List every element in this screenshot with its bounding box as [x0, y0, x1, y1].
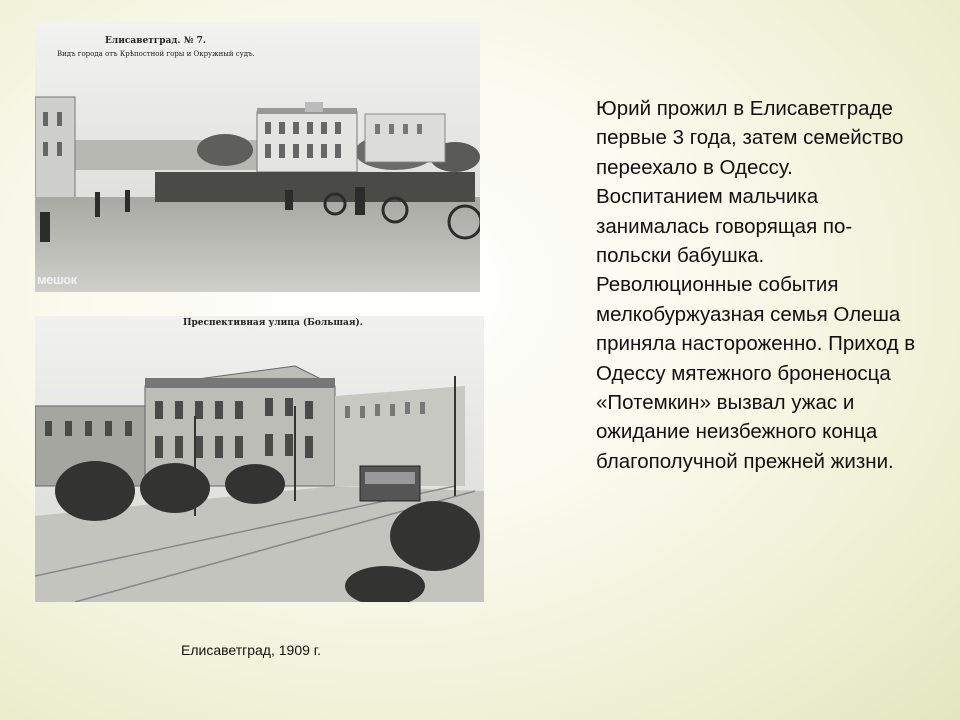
photo-watermark: мешок — [37, 272, 77, 287]
photo-top-caption-title: Елисаветград. № 7. — [105, 36, 206, 46]
photo-top-caption-sub: Видъ города отъ Крѣпостной горы и Окружный судъ. — [57, 50, 255, 58]
photo-prospektnaya-street — [35, 316, 484, 602]
photo-caption: Елисаветград, 1909 г. — [181, 642, 322, 658]
body-text: Юрий прожил в Елисаветграде первые 3 года, затем семейство переехало в Одессу. Воспитанием мальчика занималась говорящая по-польски бабушка. Революционные события мелкобуржуазная семья Олеша приняла настороженно. Приход в Одессу мятежного броненосца «Потемкин» вызвал ужас и ожидание неизбежного конца благополучной прежней жизни. — [596, 97, 916, 473]
photo-bottom-caption-title: Преспективная улица (Большая). — [183, 318, 363, 328]
photo-elisavetgrad-view — [35, 22, 480, 292]
